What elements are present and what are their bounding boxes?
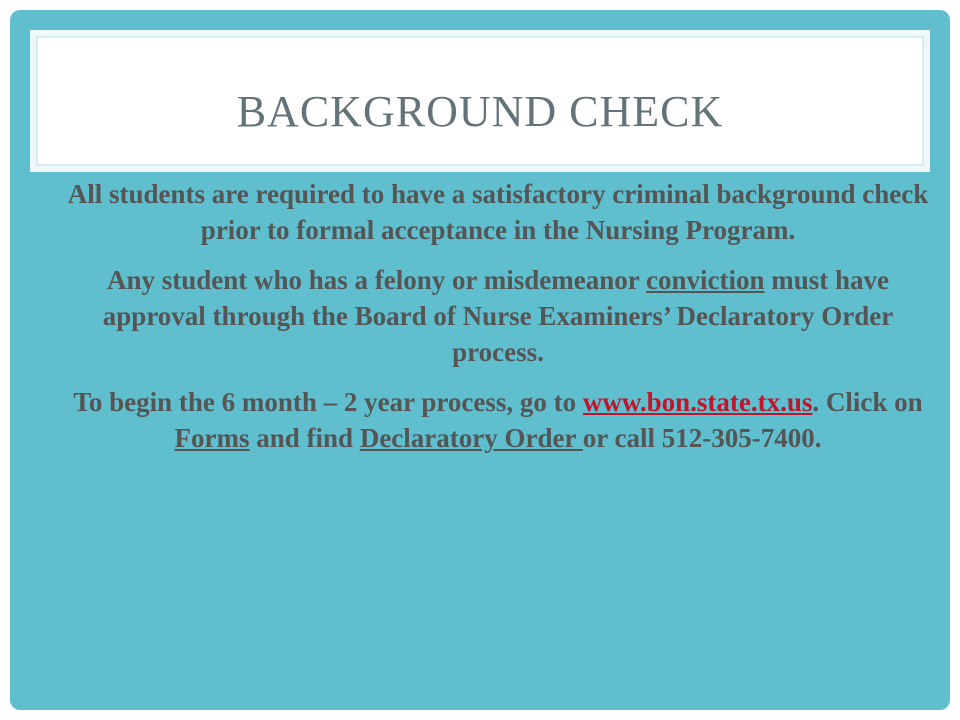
declaratory-order-link[interactable]: Declaratory Order [359, 423, 583, 453]
process-intro: To begin the 6 month – 2 year process, go to [73, 387, 583, 417]
paragraph-process [58, 384, 938, 456]
slide-frame [10, 10, 950, 710]
forms-link[interactable]: Forms [174, 423, 250, 453]
slide-body [58, 176, 938, 470]
title-box [30, 30, 930, 172]
process-find: and find [249, 423, 360, 453]
conviction-text-before: Any student who has a felony or misdemeanor [106, 265, 647, 295]
conviction-underlined: conviction [646, 265, 765, 295]
paragraph-requirement: All students are required to have a satisfactory criminal background check prior to formal acceptance in the Nursing Program. [67, 179, 929, 245]
conviction-text-after: must have approval through the Board of Nurse Examiners’ Declaratory Order process. [102, 265, 894, 367]
slide-title: BACKGROUND CHECK [236, 87, 724, 136]
process-mid: . Click on [812, 387, 923, 417]
process-call: or call 512-305-7400. [582, 423, 822, 453]
bon-website-link[interactable]: www.bon.state.tx.us [582, 387, 813, 417]
paragraph-conviction [58, 262, 938, 370]
